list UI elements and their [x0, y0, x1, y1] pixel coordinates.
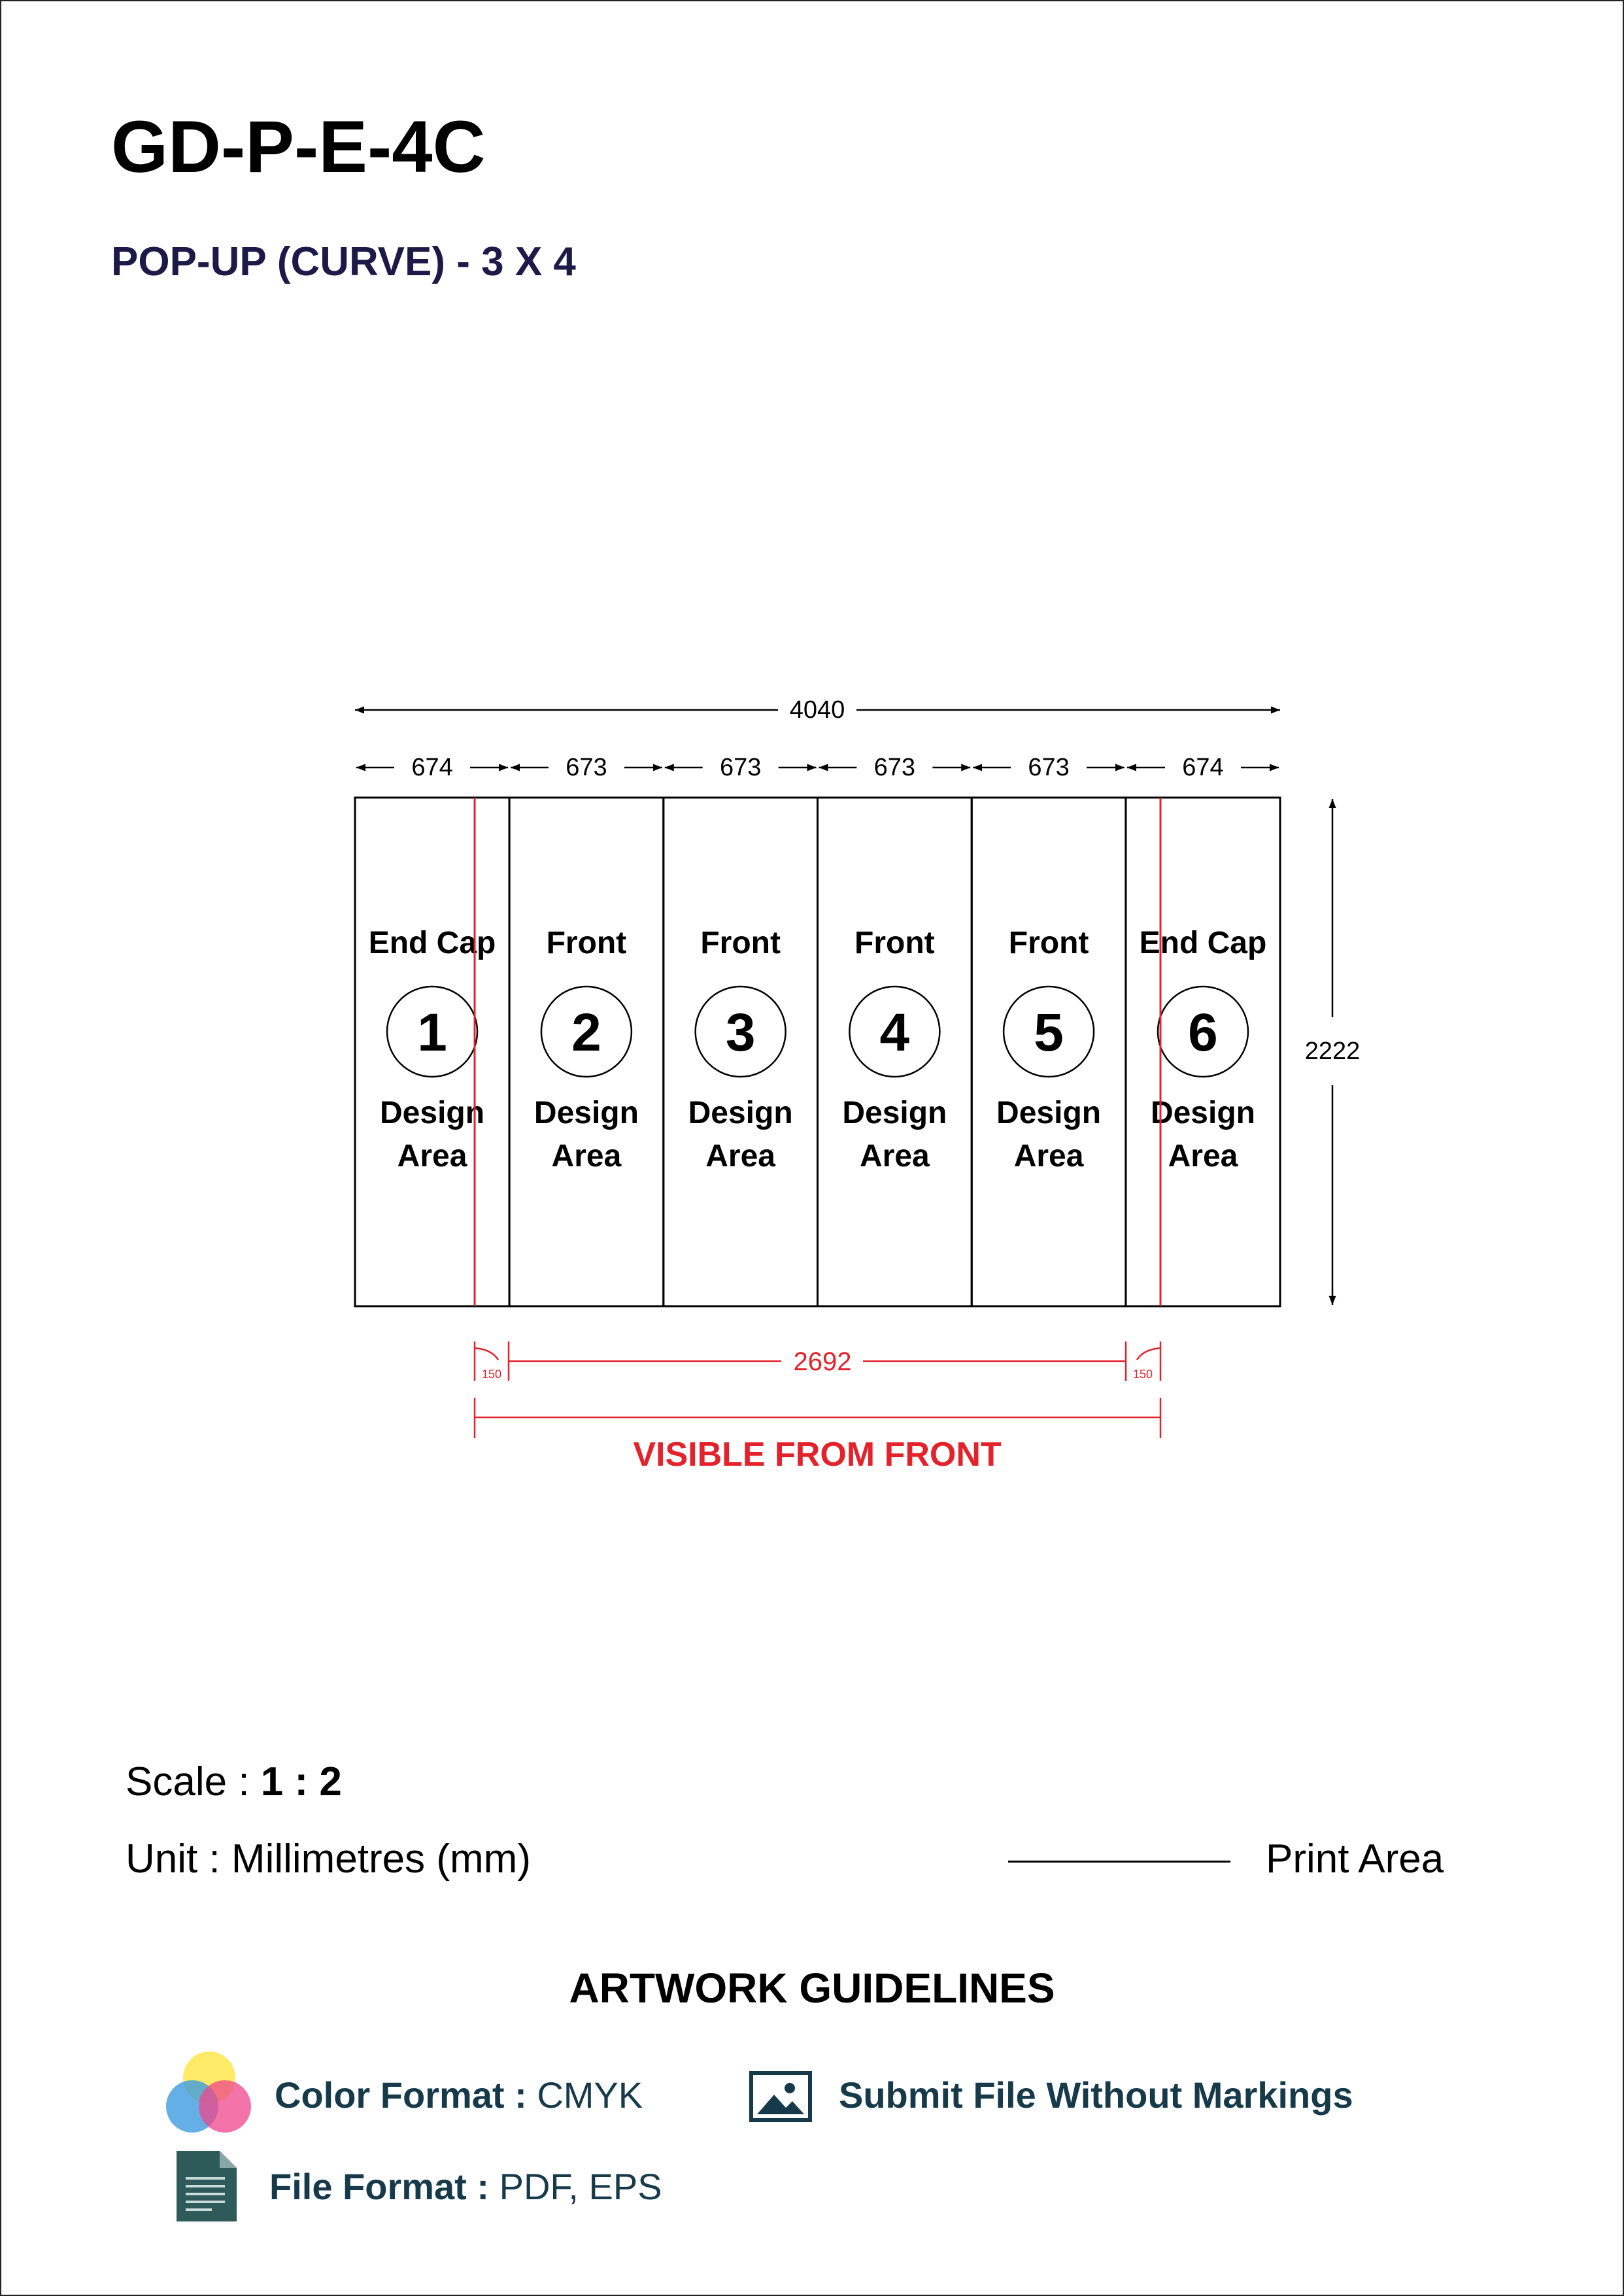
panel-area-label: Area [1168, 1139, 1238, 1173]
panel-type-label: Front [700, 926, 781, 960]
panel-number: 4 [879, 1003, 910, 1062]
file-format-value: PDF, EPS [499, 2166, 662, 2207]
scale-row [126, 1759, 342, 1805]
offset-right-label: 150 [1132, 1368, 1153, 1381]
total-width-dimension [355, 696, 1280, 724]
guidelines-title: ARTWORK GUIDELINES [569, 1965, 1055, 2012]
panel-design-label: Design [533, 1096, 639, 1130]
visible-from-front-label: VISIBLE FROM FRONT [633, 1436, 1002, 1474]
panel-type-label: Front [854, 926, 935, 960]
color-format-row [275, 2074, 643, 2116]
panel-width-label: 673 [566, 754, 607, 781]
product-code: GD-P-E-4C [111, 106, 486, 188]
panel-width-label: 674 [1182, 754, 1224, 781]
print-area-legend-label: Print Area [1266, 1836, 1444, 1882]
panel-width-dimensions [356, 754, 1279, 781]
unit-label: Unit : Millimetres (mm) [126, 1836, 531, 1882]
panels [355, 798, 1280, 1306]
panel-area-label: Area [1013, 1139, 1084, 1173]
panel-number: 1 [417, 1003, 447, 1062]
scale-label: Scale : [126, 1759, 261, 1804]
panel-design-label: Design [842, 1096, 947, 1130]
panel-type-label: End Cap [1139, 926, 1267, 960]
panel-design-label: Design [1150, 1096, 1255, 1130]
height-dimension [1305, 799, 1361, 1305]
color-format-value: CMYK [537, 2074, 643, 2116]
panel-design-label: Design [996, 1096, 1102, 1130]
visible-width-label: 2692 [793, 1347, 852, 1376]
panel-area-label: Area [705, 1139, 776, 1173]
total-width-label: 4040 [789, 696, 845, 724]
color-format-label: Color Format : [275, 2074, 527, 2116]
panel-type-label: Front [1008, 926, 1089, 960]
submit-file-note: Submit File Without Markings [839, 2074, 1353, 2116]
file-format-row [269, 2165, 662, 2208]
scale-value: 1 : 2 [260, 1759, 342, 1804]
panel-area-label: Area [397, 1139, 467, 1173]
panel-area-label: Area [551, 1139, 622, 1173]
panel-width-label: 673 [873, 754, 916, 781]
panel-number: 5 [1034, 1003, 1064, 1062]
panel-number: 3 [725, 1003, 756, 1062]
panel-number: 6 [1188, 1003, 1218, 1062]
panel-width-label: 673 [1028, 754, 1070, 781]
height-label: 2222 [1304, 1038, 1361, 1065]
offset-left-label: 150 [481, 1368, 502, 1381]
panel-design-label: Design [688, 1096, 793, 1130]
print-area-legend-line [1008, 1861, 1230, 1863]
image-icon [749, 2071, 812, 2122]
panel-number: 2 [571, 1003, 601, 1062]
cmyk-circles-icon [162, 2048, 254, 2138]
document-icon [177, 2151, 237, 2221]
panel-type-label: Front [546, 926, 627, 960]
file-format-label: File Format : [269, 2166, 490, 2207]
panel-width-label: 673 [719, 754, 762, 781]
panel-width-label: 674 [411, 754, 453, 781]
product-subtitle: POP-UP (CURVE) - 3 X 4 [111, 239, 576, 284]
panel-design-label: Design [380, 1096, 485, 1130]
panel-area-label: Area [859, 1139, 930, 1173]
panel-type-label: End Cap [368, 926, 496, 960]
